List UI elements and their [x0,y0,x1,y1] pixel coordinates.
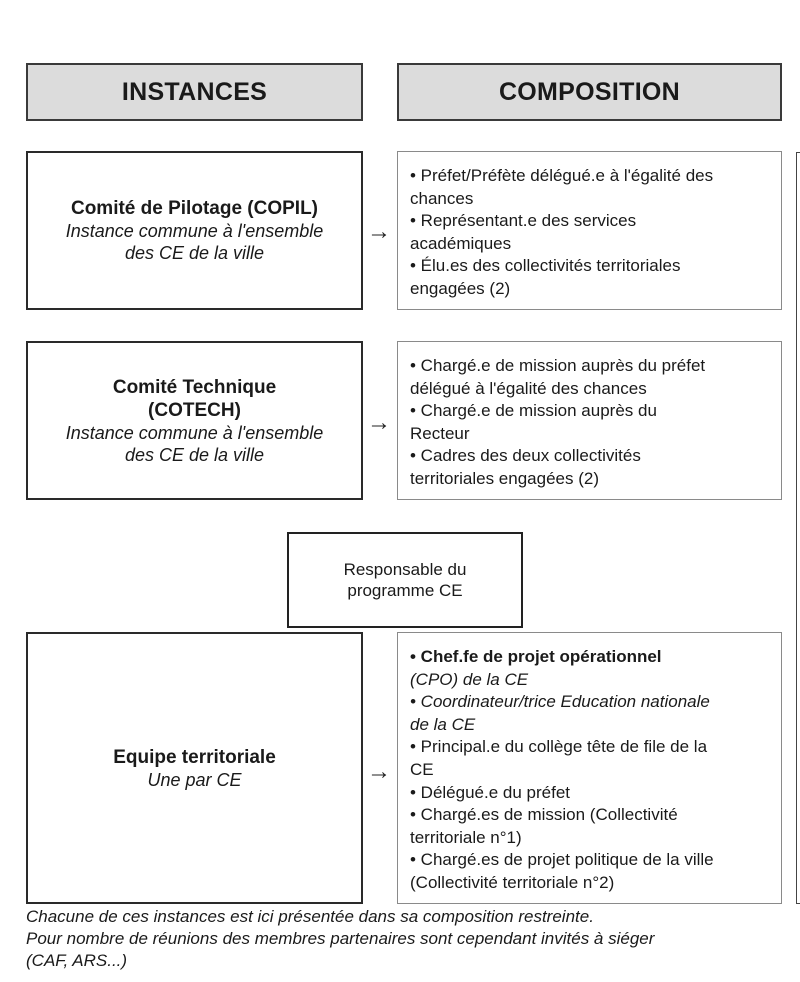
instance-equipe-subtitle: Une par CE [147,769,242,790]
composition-equipe-line: • Principal.e du collège tête de file de la [410,737,708,757]
composition-copil [397,151,782,310]
composition-equipe-line: • Chargé.es de mission (Collectivité [410,805,678,825]
instance-equipe-title: Equipe territoriale [113,746,276,768]
composition-cotech-line: Recteur [410,423,470,443]
composition-copil-line: chances [410,188,474,208]
composition-equipe-line: • Coordinateur/trice Education nationale [410,692,710,712]
instance-cotech-title-line2: (COTECH) [148,399,241,421]
instance-copil [26,151,363,310]
composition-equipe-line: territoriale n°1) [410,827,522,847]
composition-copil-line: académiques [410,233,512,253]
composition-equipe-line: • Délégué.e du préfet [410,782,571,802]
instance-cotech-title-line1: Comité Technique [112,376,277,398]
composition-copil-line: • Préfet/Préfète délégué.e à l'égalité des [410,166,714,185]
composition-copil-line: engagées (2) [410,278,511,298]
arrow-right-icon: → [367,758,391,785]
composition-cotech-line: • Cadres des deux collectivités [410,446,641,466]
responsable-programme-box [287,532,523,628]
footnote-line: (CAF, ARS...) [26,951,128,970]
composition-copil-line: • Élu.es des collectivités territoriales [410,256,681,276]
header-instances [26,63,363,121]
group-bracket [796,152,800,904]
composition-equipe-line: • Chargé.es de projet politique de la ville [410,850,714,870]
footnote [26,906,796,972]
instance-equipe-territoriale [26,632,363,904]
footnote-line: Chacune de ces instances est ici présentée dans sa composition restreinte. [26,907,594,926]
arrow-right-icon: → [367,218,391,245]
responsable-line1: Responsable du [343,560,467,579]
composition-equipe-line: de la CE [410,714,476,734]
instance-copil-subtitle-line1: Instance commune à l'ensemble [65,221,324,241]
composition-copil-line: • Représentant.e des services [410,211,637,231]
instance-copil-title: Comité de Pilotage (COPIL) [70,198,319,219]
composition-equipe-line: CE [410,759,434,779]
composition-equipe [397,632,782,904]
footnote-line: Pour nombre de réunions des membres partenaires sont cependant invités à siéger [26,929,655,948]
composition-cotech-line: • Chargé.e de mission auprès du [410,401,657,421]
composition-equipe-line: (Collectivité territoriale n°2) [410,872,615,892]
composition-equipe-line: (CPO) de la CE [410,669,529,689]
composition-cotech-line: • Chargé.e de mission auprès du préfet [410,356,706,375]
composition-equipe-line: • Chef.fe de projet opérationnel [410,647,662,666]
header-composition [397,63,782,121]
instance-cotech-subtitle-line2: des CE de la ville [124,444,265,465]
responsable-line2: programme CE [347,581,463,600]
header-composition-label: COMPOSITION [498,77,681,106]
composition-cotech [397,341,782,500]
composition-cotech-line: délégué à l'égalité des chances [410,378,647,398]
arrow-right-icon: → [367,409,391,436]
instance-cotech [26,341,363,500]
header-instances-label: INSTANCES [121,77,268,106]
instance-copil-subtitle-line2: des CE de la ville [124,243,265,263]
instance-cotech-subtitle-line1: Instance commune à l'ensemble [65,422,324,443]
composition-cotech-line: territoriales engagées (2) [410,468,599,488]
